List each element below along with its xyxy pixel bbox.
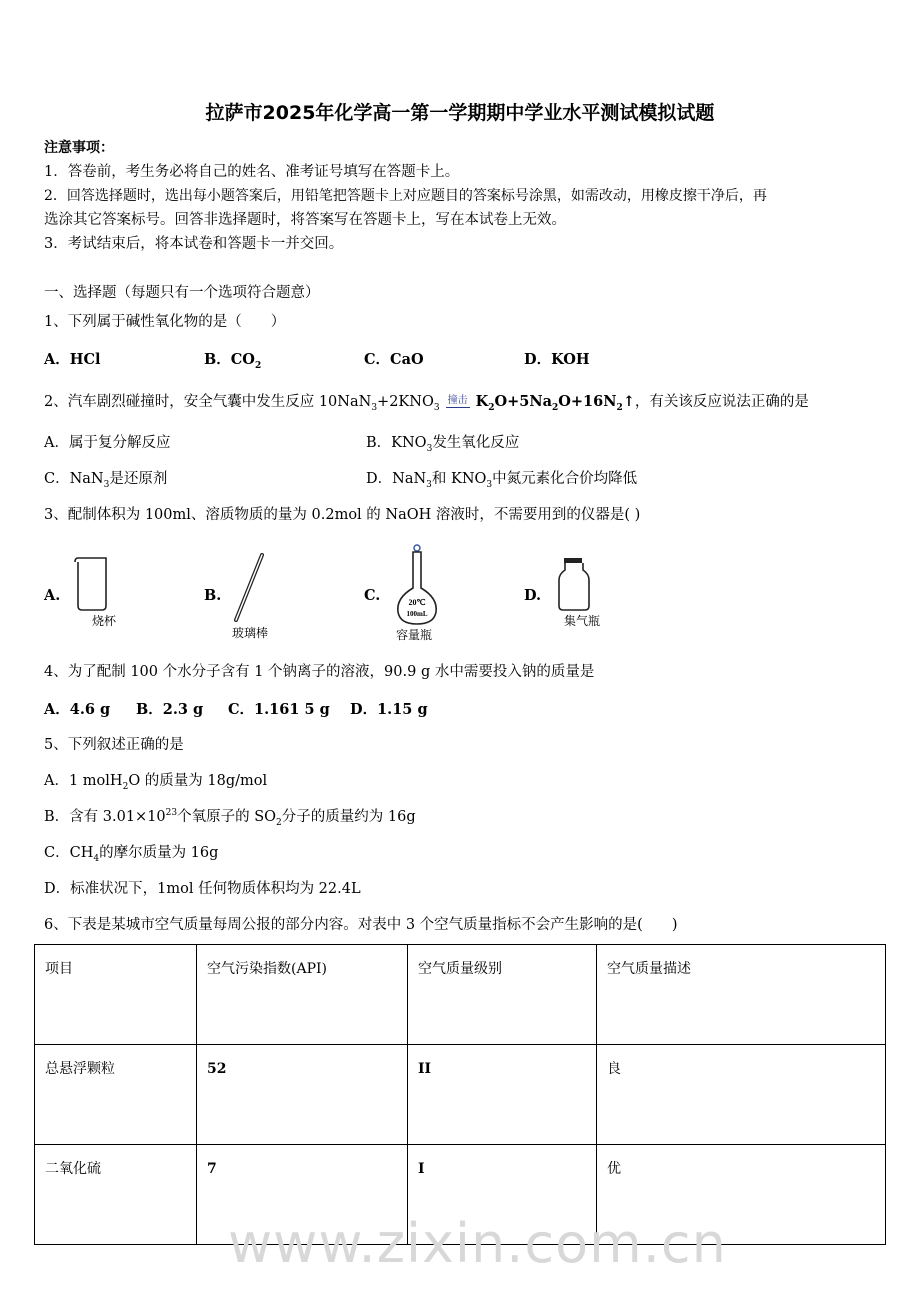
notice-item: 3．考试结束后，将本试卷和答题卡一并交回。 (44, 236, 344, 252)
reaction-arrow: 撞击 (447, 395, 468, 406)
table-cell: II (408, 1045, 597, 1145)
gas-jar-icon (556, 556, 592, 612)
q3-option-a: A. (44, 587, 61, 604)
flask-temp-label: 20℃ (408, 598, 426, 607)
notice-item: 2．回答选择题时，选出每小题答案后，用铅笔把答题卡上对应题目的答案标号涂黑，如需改动，用橡皮擦干净后，再 (44, 188, 767, 204)
page-title: 拉萨市2025年化学高一第一学期期中学业水平测试模拟试题 (205, 102, 715, 124)
q5-option-a: A．1 molH$_2$O 的质量为 18g/mol (44, 773, 268, 792)
q1-stem: 1、下列属于碱性氧化物的是（ ） (44, 314, 286, 330)
q2-option-c: C．NaN$_3$是还原剂 (44, 471, 168, 490)
q5-option-c: C．$CH_4$的摩尔质量为 16g (44, 845, 219, 864)
notice-heading: 注意事项： (44, 140, 114, 156)
q1-option-b: B．$CO_2$ (204, 351, 262, 371)
q2-stem: 2、汽车剧烈碰撞时，安全气囊中发生反应 $10NaN_3+2KNO_3$撞击 $K_2O+5Na_2O+16N_2↑$，有关该反应说法正确的是 (44, 393, 809, 413)
q4-option-a: A．4.6 g (44, 701, 111, 718)
q4-option-c: C．1.161 5 g (228, 701, 330, 718)
q3-option-b: B. (204, 587, 222, 604)
q3-option-d: D. (524, 587, 542, 604)
q5-option-d: D．标准状况下，1mol 任何物质体积均为 22.4L (44, 881, 361, 897)
section-heading: 一、选择题（每题只有一个选项符合题意） (44, 285, 320, 301)
table-cell: 二氧化硫 (35, 1145, 197, 1245)
q4-option-d: D．1.15 g (350, 701, 428, 718)
table-header: 项目 (35, 945, 197, 1045)
q2-option-d: D．NaN$_3$和 $KNO_3$中氮元素化合价均降低 (366, 471, 638, 490)
table-row (35, 1045, 886, 1145)
flask-volume-label: 100mL (406, 610, 428, 618)
q4-stem: 4、为了配制 100 个水分子含有 1 个钠离子的溶液，90.9 g 水中需要投入钠的质量是 (44, 664, 595, 680)
flask-caption: 容量瓶 (396, 628, 433, 642)
table-cell: 良 (597, 1045, 886, 1145)
q2-option-b: B．$KNO_3$发生氧化反应 (366, 435, 520, 454)
q1-option-d: D．KOH (524, 351, 590, 368)
air-quality-table (34, 944, 886, 1245)
table-cell: 52 (197, 1045, 408, 1145)
table-header: 空气质量级别 (408, 945, 597, 1045)
q5-stem: 5、下列叙述正确的是 (44, 737, 184, 753)
beaker-caption: 烧杯 (92, 614, 117, 628)
watermark: www.zixin.com.cn (228, 1212, 727, 1275)
q6-stem: 6、下表是某城市空气质量每周公报的部分内容。对表中 3 个空气质量指标不会产生影响的是( ) (44, 917, 678, 933)
q2-option-a: A．属于复分解反应 (44, 435, 171, 451)
q1-option-a: A．HCl (44, 351, 101, 368)
table-header: 空气污染指数(API) (197, 945, 408, 1045)
table-header: 空气质量描述 (597, 945, 886, 1045)
notice-item: 1．答卷前，考生务必将自己的姓名、准考证号填写在答题卡上。 (44, 164, 460, 180)
volumetric-flask-icon (392, 544, 442, 626)
glass-rod-caption: 玻璃棒 (232, 626, 269, 640)
table-cell: 优 (597, 1145, 886, 1245)
glass-rod-icon (228, 552, 268, 624)
beaker-icon (72, 552, 112, 612)
q5-option-b: B．含有 $3.01\times 10^{23}$个氧原子的 $SO_2$分子的质量约为 16g (44, 808, 416, 828)
q3-stem: 3、配制体积为 100ml、溶质物质的量为 0.2mol 的 NaOH 溶液时，不需要用到的仪器是( ) (44, 507, 641, 523)
table-header-row (35, 945, 886, 1045)
table-cell: 7 (197, 1145, 408, 1245)
table-cell: I (408, 1145, 597, 1245)
q1-option-c: C．CaO (364, 351, 424, 368)
q3-option-c: C. (364, 587, 381, 604)
table-cell: 总悬浮颗粒 (35, 1045, 197, 1145)
gas-jar-caption: 集气瓶 (564, 614, 601, 628)
notice-item: 选涂其它答案标号。回答非选择题时，将答案写在答题卡上，写在本试卷上无效。 (44, 212, 566, 228)
q4-option-b: B．2.3 g (136, 701, 204, 718)
